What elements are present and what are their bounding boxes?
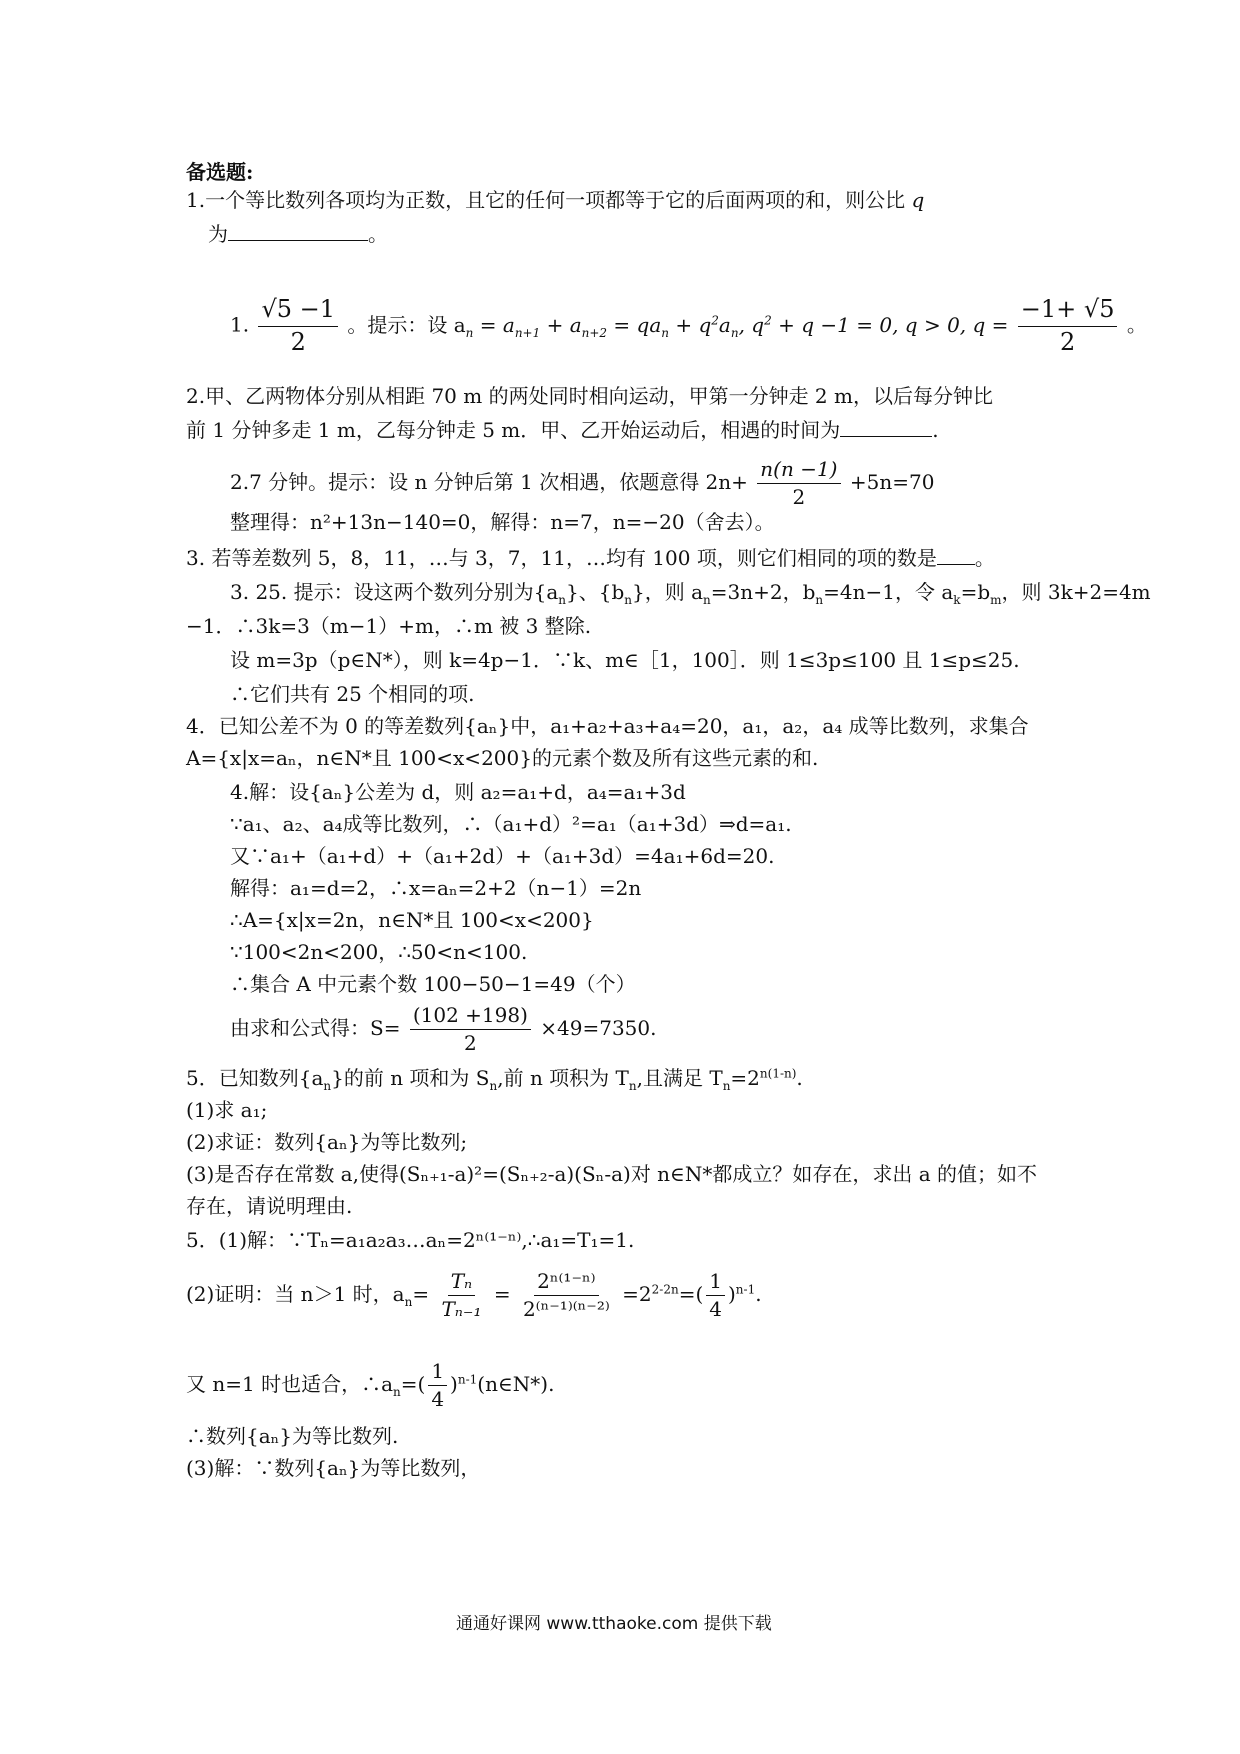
text: =(: [678, 1282, 704, 1306]
sub: n: [703, 593, 711, 607]
answer-3-line-3: 设 m=3p（p∈N*），则 k=4p−1．∵k、m∈［1，100］．则 1≤3p≤100 且 1≤p≤25.: [230, 648, 1020, 672]
answer-1-equation: [347, 312, 1009, 340]
sub: n: [628, 1079, 637, 1093]
answer-2-fraction: [757, 458, 840, 509]
text: =: [493, 1282, 511, 1306]
section-heading: 备选题:: [186, 160, 254, 184]
sub: n: [558, 593, 566, 607]
fraction-numerator: Tₙ: [448, 1270, 475, 1296]
solution-4-line-8: [230, 1004, 657, 1055]
problem-4-line-2: A={x|x=aₙ，n∈N*且 100<x<200}的元素个数及所有这些元素的和.: [186, 746, 819, 770]
sup: n-1: [735, 1282, 756, 1297]
answer-blank-3: [937, 546, 975, 565]
problem-5-part-3-cont: 存在，请说明理由.: [186, 1194, 353, 1218]
sub: n: [323, 1079, 332, 1093]
problem-1-wei: 为: [208, 222, 228, 246]
text: ): [450, 1372, 458, 1396]
solution-5-line-2: [186, 1270, 762, 1321]
text: }、{b: [566, 580, 625, 604]
text: ×49=7350.: [540, 1016, 657, 1040]
text: ,且满足 T: [636, 1066, 723, 1090]
answer-2-tail: +5n=70: [849, 470, 935, 494]
answer-2-text: 2.7 分钟。提示：设 n 分钟后第 1 次相遇，依题意得 2n+: [230, 470, 748, 494]
ratio-fraction: [438, 1270, 484, 1321]
sub: k: [953, 593, 961, 607]
sub: n: [815, 593, 824, 607]
sup: 2: [764, 312, 772, 327]
answer-1-fraction: [258, 296, 338, 356]
solution-4-line-7: ∴集合 A 中元素个数 100−50−1=49（个）: [230, 972, 636, 996]
problem-1-text: 1.一个等比数列各项均为正数，且它的任何一项都等于它的后面两项的和，则公比: [186, 188, 912, 212]
sub: n: [465, 325, 474, 340]
answer-1: [230, 296, 1147, 356]
sup: n(1-n): [759, 1066, 797, 1081]
problem-5-part-2: (2)求证：数列{aₙ}为等比数列;: [186, 1130, 468, 1154]
fraction-denominator: Tₙ₋₁: [441, 1297, 482, 1321]
fraction-numerator: (102 +198): [410, 1004, 531, 1030]
problem-3-text: 3. 若等差数列 5，8，11，…与 3，7，11，…均有 100 项，则它们相同的项的数是: [186, 546, 937, 570]
fraction-denominator: 4: [709, 1297, 722, 1321]
text: =(: [400, 1372, 426, 1396]
eq-part: a: [718, 312, 731, 337]
problem-2-line-1: 2.甲、乙两物体分别从相距 70 m 的两处同时相向运动，甲第一分钟走 2 m，以后每分钟比: [186, 384, 993, 408]
problem-1-q: q: [911, 188, 925, 212]
eq-part: = qa: [613, 312, 662, 337]
answer-3-line-4: ∴它们共有 25 个相同的项.: [230, 682, 475, 706]
answer-2-line-2: 整理得：n²+13n−140=0，解得：n=7，n=−20（舍去）。: [230, 510, 775, 534]
sup: n-1: [457, 1372, 478, 1387]
fraction-numerator: 1: [428, 1360, 447, 1386]
problem-5-line-1: [186, 1066, 803, 1093]
solution-4-line-3: 又∵a₁+（a₁+d）+（a₁+2d）+（a₁+3d）=4a₁+6d=20.: [230, 844, 775, 868]
text: =2: [622, 1282, 652, 1306]
answer-1-fraction-2: [1018, 296, 1118, 356]
solution-5-line-3: [186, 1360, 554, 1411]
sub: n+1: [514, 325, 541, 340]
sub: n: [624, 593, 632, 607]
text: 5．已知数列{a: [186, 1066, 324, 1090]
solution-4-line-2: ∵a₁、a₂、a₄成等比数列，∴（a₁+d）²=a₁（a₁+3d）⇒d=a₁.: [230, 812, 792, 836]
fraction-denominator: 2: [792, 485, 806, 509]
text: .: [755, 1282, 762, 1306]
fraction-denominator: 2: [464, 1031, 477, 1055]
problem-3-end: 。: [974, 546, 995, 570]
fraction-numerator: 1: [706, 1270, 725, 1296]
sup: 2-2n: [651, 1282, 679, 1297]
solution-5-line-5: (3)解：∵数列{aₙ}为等比数列，: [186, 1456, 481, 1480]
sub: n+2: [581, 325, 608, 340]
problem-2-line-2: [186, 418, 939, 442]
solution-4-line-5: ∴A={x|x=2n，n∈N*且 100<x<200}: [230, 908, 594, 932]
fraction-denominator: 2⁽ⁿ⁻¹⁾⁽ⁿ⁻²⁾: [522, 1297, 610, 1321]
text: 又 n=1 时也适合，∴a: [186, 1372, 394, 1396]
eq-part: + a: [546, 312, 582, 337]
text: (2)证明：当 n＞1 时，a: [186, 1282, 405, 1306]
text: 3. 25. 提示：设这两个数列分别为{a: [230, 580, 559, 604]
fraction-denominator: 2: [290, 327, 306, 356]
problem-1-line-2: [208, 222, 388, 246]
answer-2: [230, 458, 934, 509]
fraction-numerator: √5 −1: [258, 296, 338, 327]
text: 由求和公式得：S=: [230, 1016, 401, 1040]
problem-5-part-3: (3)是否存在常数 a,使得(Sₙ₊₁-a)²=(Sₙ₊₂-a)(Sₙ-a)对 n∈N*都成立？如存在，求出 a 的值；如不: [186, 1162, 1037, 1186]
eq-part: + q −1 = 0, q > 0, q =: [778, 312, 1009, 337]
sum-fraction: [410, 1004, 531, 1055]
solution-4-line-6: ∵100<2n<200，∴50<n<100.: [230, 940, 528, 964]
fraction-numerator: n(n −1): [757, 458, 840, 484]
answer-blank-1: [228, 222, 368, 241]
hint-label: 。提示：设 a: [347, 312, 466, 337]
sub: n: [730, 325, 739, 340]
problem-1-end: 。: [368, 222, 388, 246]
fraction-numerator: 2ⁿ⁽¹⁻ⁿ⁾: [534, 1270, 598, 1296]
problem-4-line-1: 4．已知公差不为 0 的等差数列{aₙ}中，a₁+a₂+a₃+a₄=20，a₁，a₂，a₄ 成等比数列，求集合: [186, 714, 1029, 738]
answer-3-line-1: [230, 580, 1151, 607]
text: .: [796, 1066, 803, 1090]
sub: n: [489, 1079, 498, 1093]
power-fraction: [520, 1270, 613, 1321]
text: }，则 a: [632, 580, 704, 604]
fraction-denominator: 4: [431, 1387, 445, 1411]
solution-5-line-1: 5．(1)解：∵Tₙ=a₁a₂a₃…aₙ=2ⁿ⁽¹⁻ⁿ⁾,∴a₁=T₁=1.: [186, 1228, 635, 1252]
problem-5-part-1: (1)求 a₁;: [186, 1098, 268, 1122]
fraction-denominator: 2: [1060, 327, 1076, 356]
page-footer: 通通好课网 www.tthaoke.com 提供下载: [456, 1614, 772, 1634]
fraction-numerator: −1+ √5: [1018, 296, 1118, 327]
text: ，则 3k+2=4m: [1001, 580, 1151, 604]
eq-part: + q: [675, 312, 712, 337]
text: =2: [730, 1066, 760, 1090]
sub: n: [393, 1385, 401, 1399]
text: =b: [960, 580, 991, 604]
solution-4-line-1: 4.解：设{aₙ}公差为 d，则 a₂=a₁+d，a₄=a₁+3d: [230, 780, 686, 804]
problem-2-end: .: [932, 418, 939, 442]
answer-1-number: 1.: [230, 312, 250, 337]
eq-part: = a: [479, 312, 515, 337]
text: ,前 n 项积为 T: [497, 1066, 629, 1090]
solution-5-line-4: ∴数列{aₙ}为等比数列.: [186, 1424, 399, 1448]
problem-3-line-1: [186, 546, 995, 570]
text: ): [727, 1282, 736, 1306]
problem-1-line-1: [186, 188, 924, 212]
eq-part: , q: [738, 312, 765, 337]
text: }的前 n 项和为 S: [331, 1066, 490, 1090]
sub: n: [722, 1079, 731, 1093]
answer-1-end: 。: [1126, 312, 1147, 337]
sub: n: [404, 1295, 413, 1309]
text: =4n−1，令 a: [823, 580, 954, 604]
sub: n: [661, 325, 669, 340]
solution-4-line-4: 解得：a₁=d=2，∴x=aₙ=2+2（n−1）=2n: [230, 876, 642, 900]
sub: m: [990, 593, 1002, 607]
quarter-fraction-2: [428, 1360, 447, 1411]
text: =: [412, 1282, 430, 1306]
sup: 2: [711, 312, 719, 327]
quarter-fraction: [706, 1270, 725, 1321]
text: =3n+2，b: [710, 580, 816, 604]
answer-blank-2: [840, 418, 932, 437]
answer-3-line-2: −1．∴3k=3（m−1）+m，∴m 被 3 整除.: [186, 614, 592, 638]
problem-2-text: 前 1 分钟多走 1 m，乙每分钟走 5 m．甲、乙开始运动后，相遇的时间为: [186, 418, 841, 442]
text: (n∈N*).: [477, 1372, 555, 1396]
